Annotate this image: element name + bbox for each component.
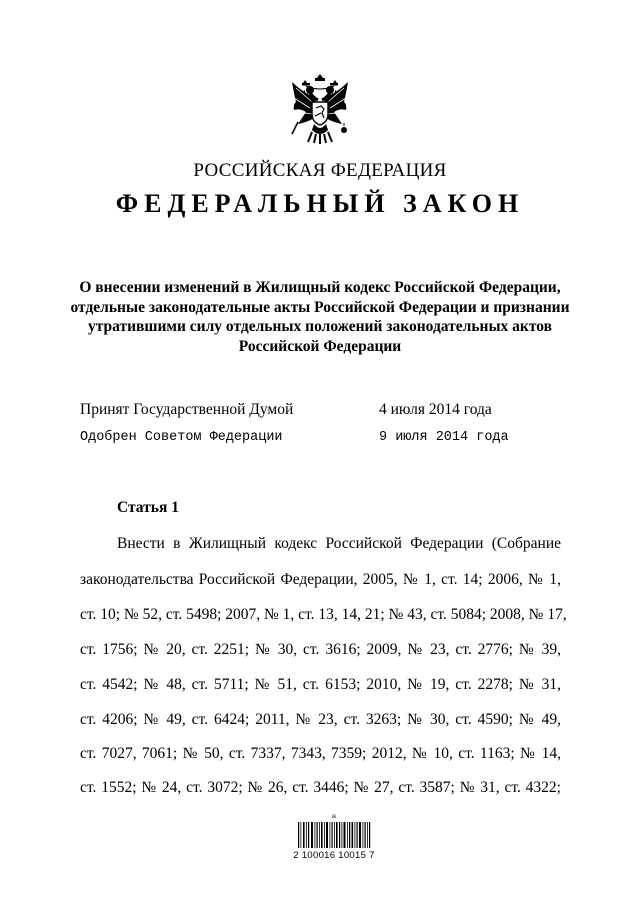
state-emblem-icon [288, 72, 352, 146]
article-text-line: законодательства Российской Федерации, 2005, № 1, ст. 14; 2006, № 1, [80, 571, 561, 588]
article-text-line: ст. 4206; № 49, ст. 6424; 2011, № 23, ст. 3263; № 30, ст. 4590; № 49, [80, 711, 561, 728]
article-text-line: ст. 4542; № 48, ст. 5711; № 51, ст. 6153; 2010, № 19, ст. 2278; № 31, [80, 676, 561, 693]
adoption-label: Одобрен Советом Федерации [80, 430, 283, 445]
adoption-label: Принят Государственной Думой [80, 401, 294, 418]
article-heading: Статья 1 [117, 499, 179, 516]
document-type-heading: ФЕДЕРАЛЬНЫЙ ЗАКОН [115, 189, 525, 218]
article-text-line: ст. 1756; № 20, ст. 2251; № 30, ст. 3616; 2009, № 23, ст. 2776; № 39, [80, 641, 561, 658]
barcode-signature-mark: Ж [331, 815, 337, 820]
adoption-date: 4 июля 2014 года [379, 401, 492, 418]
barcode-bars [298, 822, 370, 848]
barcode-number: 2 100016 10015 7 [293, 850, 375, 861]
law-title: О внесении изменений в Жилищный кодекс Российской Федерации, отдельные законодательные акты Российской Федерации и признании утратившими силу отдельных положений законодательных актов Российской Федерации [70, 279, 570, 355]
adoption-date: 9 июля 2014 года [379, 430, 509, 445]
country-heading: РОССИЙСКАЯ ФЕДЕРАЦИЯ [193, 160, 447, 181]
article-text-line: Внести в Жилищный кодекс Российской Федерации (Собрание [117, 535, 561, 552]
article-text-line: ст. 10; № 52, ст. 5498; 2007, № 1, ст. 13, 14, 21; № 43, ст. 5084; 2008, № 17, [80, 606, 567, 623]
adoption-row-duma [80, 401, 560, 419]
article-text-line: ст. 1552; № 24, ст. 3072; № 26, ст. 3446; № 27, ст. 3587; № 31, ст. 4322; [80, 779, 561, 796]
article-text-line: ст. 7027, 7061; № 50, ст. 7337, 7343, 7359; 2012, № 10, ст. 1163; № 14, [80, 745, 561, 762]
adoption-row-federation-council [80, 430, 560, 445]
